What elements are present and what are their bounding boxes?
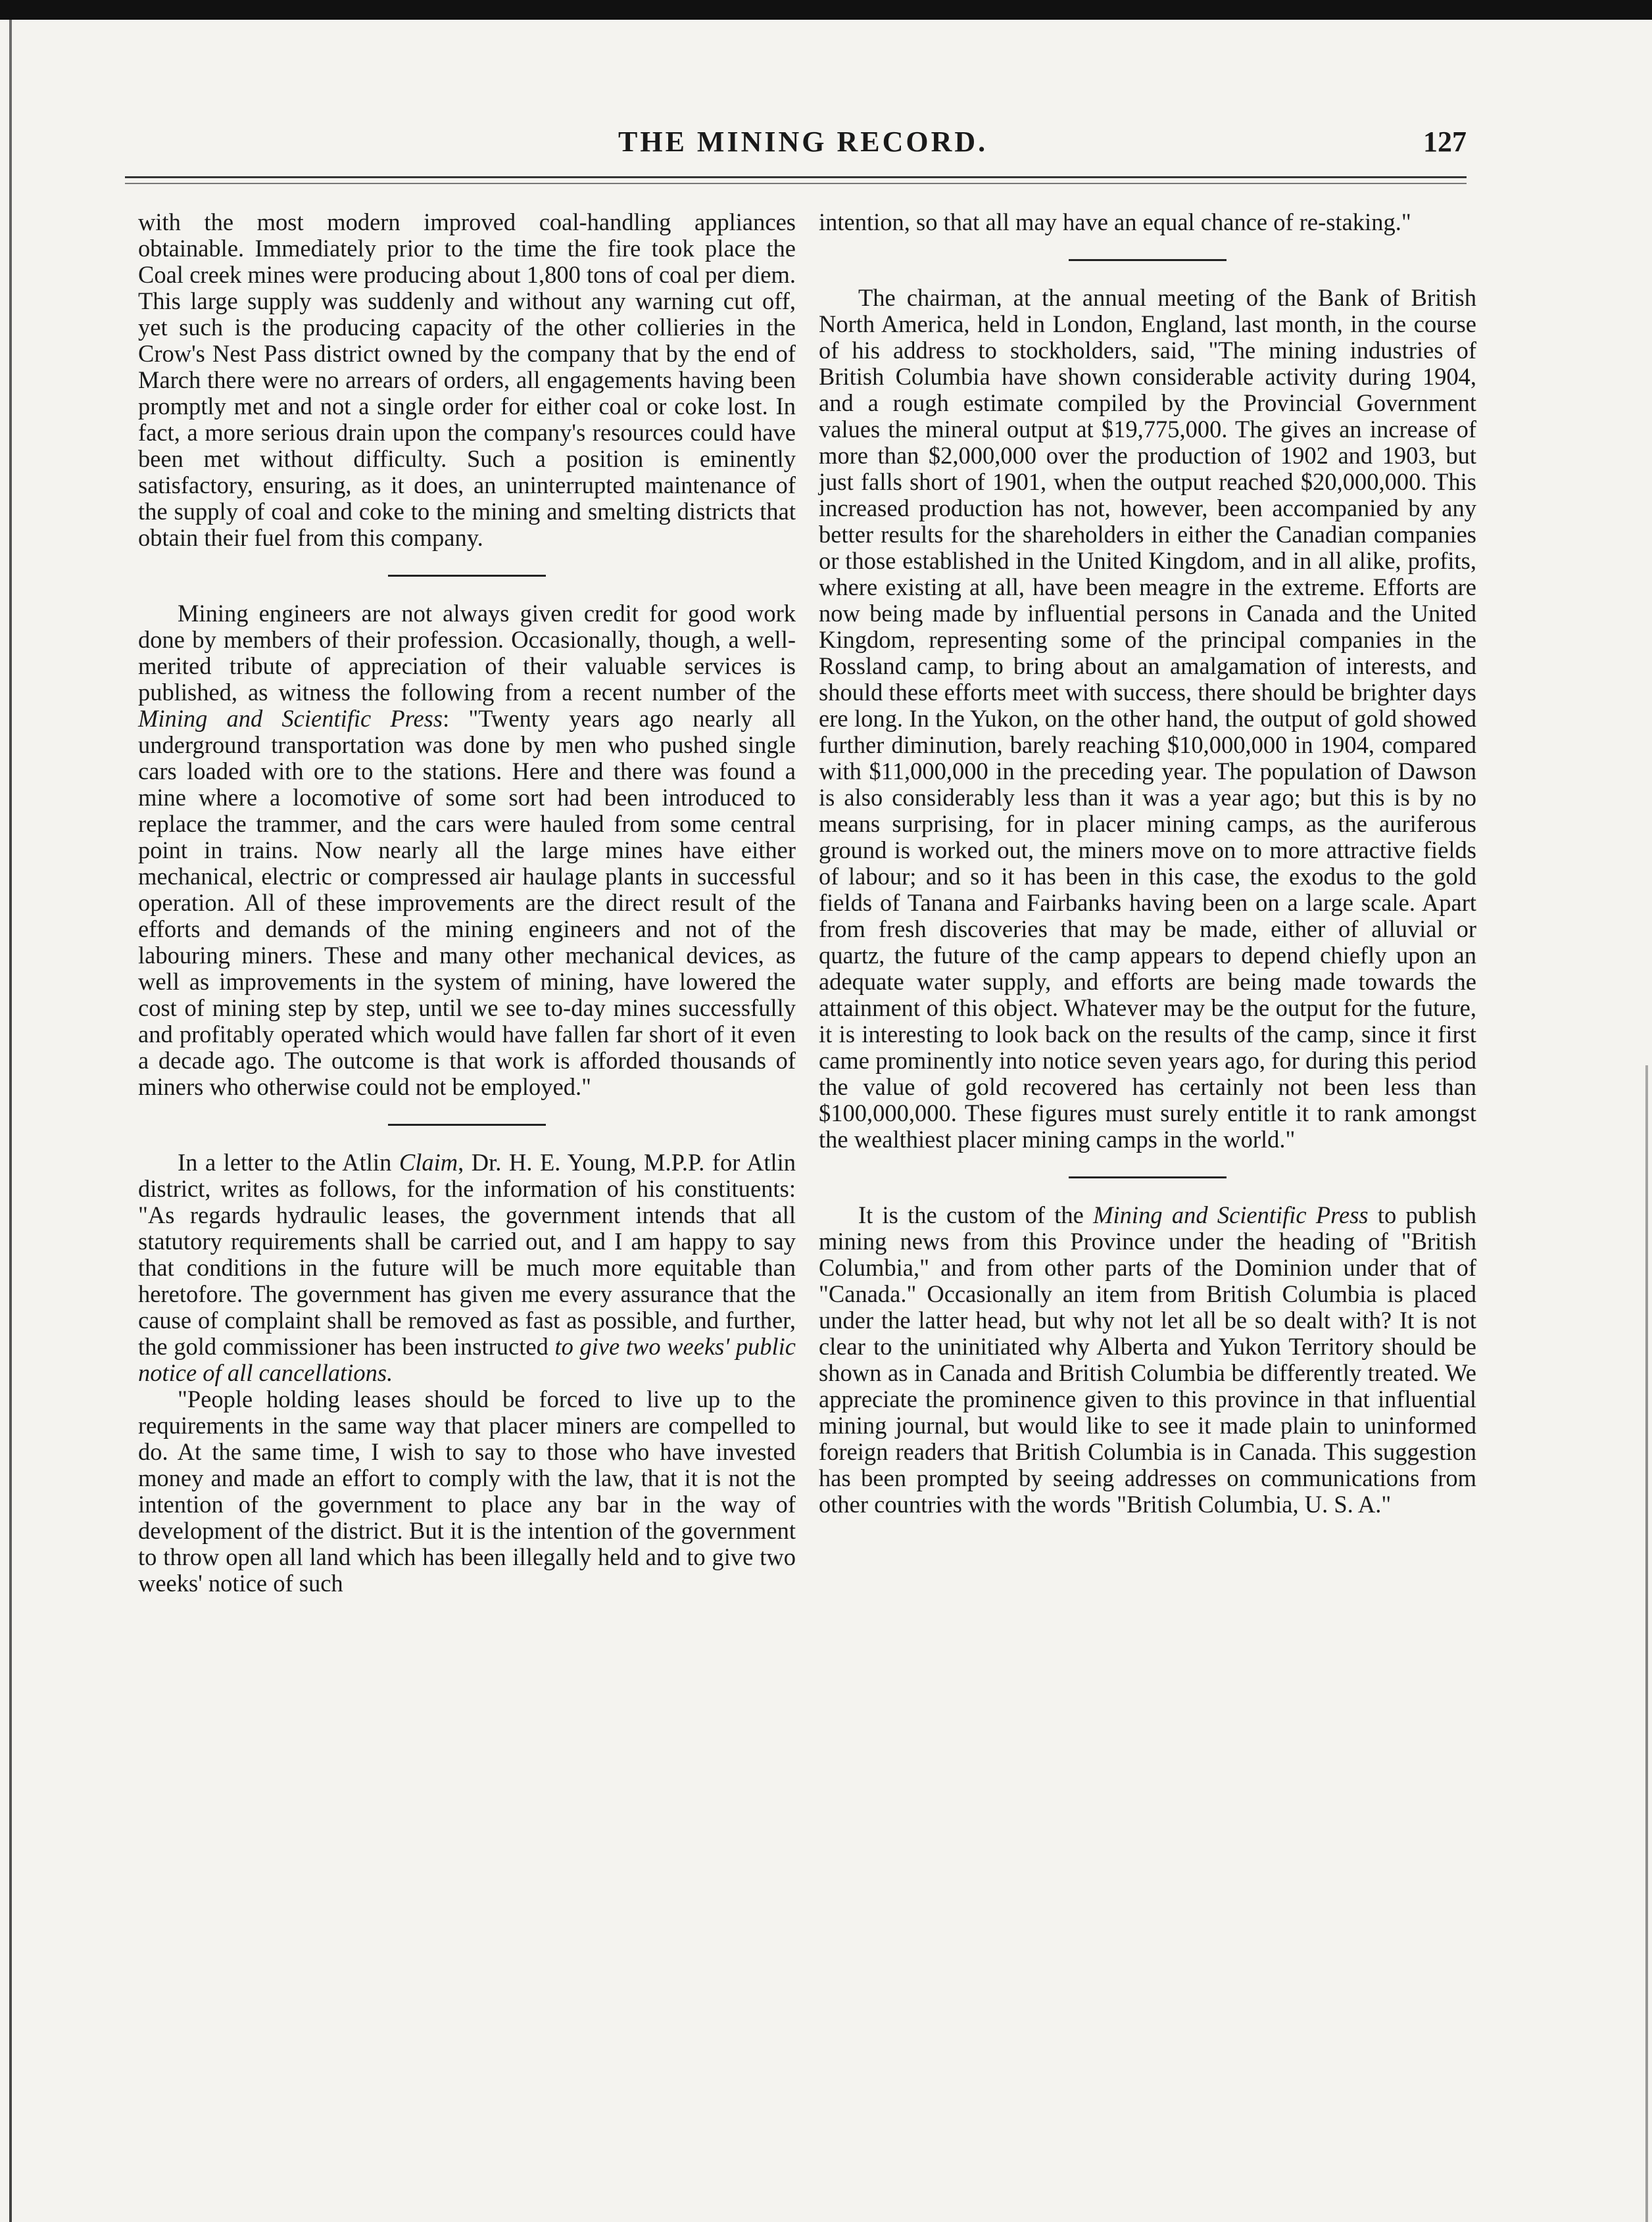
scan-left-edge — [9, 20, 12, 2222]
mining-engineers-paragraph — [138, 600, 796, 1100]
publication-title: THE MINING RECORD. — [618, 126, 988, 158]
header-rule — [125, 176, 1467, 178]
text-span: : "Twenty years ago nearly all underground transportation was done by men who pushed single cars loaded with ore to the stations. Here and there was found a mine where a locomotive of some sort had been introduced to replace the trammer, and the cars were hauled from some central point in trains. Now nearly all the large mines have either mechanical, electric or compressed air haulage plants in successful operation. All of these improvements are the direct result of the efforts and demands of the mining engineers and not of the labouring miners. These and many other mechanical devices, as well as improvements in the system of mining, have lowered the cost of mining step by step, until we see to-day mines successfully and profitably operated which would have fallen far short of it even a decade ago. The outcome is that work is afforded thousands of miners who otherwise could not be employed." — [138, 705, 796, 1100]
section-divider — [1069, 1176, 1227, 1178]
text-span: Mining engineers are not always given credit for good work done by members of their profession. Occasionally, though, a well-merited tribute of appreciation of their valuable services is published, as witness the following from a recent number of the — [138, 600, 796, 706]
text-span: , Dr. H. E. Young, M.P.P. for Atlin district, writes as follows, for the information of his constituents: "As regards hydraulic leases, the government intends that all statutory requirements shall be carried out, and I am happy to say that conditions in the future will be much more equitable than heretofore. The government has given me every assurance that the cause of complaint shall be removed as fast as possible, and further, the gold commissioner has been instructed — [138, 1149, 796, 1360]
restaking-continuation: intention, so that all may have an equal chance of re-staking." — [819, 208, 1411, 235]
journal-name: Mining and Scientific Press — [1093, 1201, 1369, 1228]
section-divider — [1069, 259, 1227, 261]
scan-right-edge — [1645, 1065, 1648, 2222]
header-rule-secondary — [125, 183, 1467, 184]
right-column — [819, 209, 1476, 1518]
text-span: It is the custom of the — [858, 1201, 1094, 1228]
page-number: 127 — [1423, 126, 1467, 158]
page-header — [125, 125, 1467, 164]
press-custom-paragraph — [819, 1202, 1476, 1518]
emphasized-text: to give two weeks' public notice of all cancellations. — [138, 1333, 796, 1386]
leases-paragraph: "People holding leases should be forced to live up to the requirements in the same way that placer miners are compelled to do. At the same time, I wish to say to those who have invested money and made an effort to comply with the law, that it is not the intention of the government to place any bar in the way of development of the district. But it is the intention of the government to throw open all land which has been illegally held and to give two weeks' notice of such — [138, 1386, 796, 1597]
text-span: In a letter to the Atlin — [178, 1149, 399, 1176]
atlin-letter-paragraph — [138, 1149, 796, 1386]
journal-name: Mining and Scientific Press — [138, 705, 443, 732]
left-column — [138, 209, 796, 1597]
newspaper-name: Claim — [399, 1149, 458, 1176]
coal-creek-paragraph: with the most modern improved coal-handling appliances obtainable. Immediately prior to the time the fire took place the Coal creek mines were producing about 1,800 tons of coal per diem. This large supply was suddenly and without any warning cut off, yet such is the producing capacity of the other collieries in the Crow's Nest Pass district owned by the company that by the end of March there were no arrears of orders, all engagements having been promptly met and not a single order for either coal or coke lost. In fact, a more serious drain upon the company's resources could have been met without difficulty. Such a position is eminently satisfactory, ensuring, as it does, an uninterrupted maintenance of the supply of coal and coke to the mining and smelting districts that obtain their fuel from this company. — [138, 208, 796, 551]
section-divider — [388, 1124, 546, 1126]
section-divider — [388, 575, 546, 577]
bank-chairman-paragraph: The chairman, at the annual meeting of the Bank of British North America, held in London, England, last month, in the course of his address to stockholders, said, "The mining industries of British Columbia have shown considerable activity during 1904, and a rough estimate compiled by the Provincial Government values the mineral output at $19,775,000. The gives an increase of more than $2,000,000 over the production of 1902 and 1903, but just falls short of 1901, when the output reached $20,000,000. This increased production has not, however, been accompanied by any better results for the shareholders in either the Canadian companies or those established in the United Kingdom, and in all alike, profits, where existing at all, have been meagre in the extreme. Efforts are now being made by influential persons in Canada and the United Kingdom, representing some of the principal companies in the Rossland camp, to bring about an amalgamation of interests, and should these efforts meet with success, there should be brighter days ere long. In the Yukon, on the other hand, the output of gold showed further diminution, barely reaching $10,000,000 in 1904, compared with $11,000,000 in the preceding year. The population of Dawson is also considerably less than it was a year ago; but this is by no means surprising, for in placer mining camps, as the auriferous ground is worked out, the miners move on to more attractive fields of labour; and so it has been in this case, the exodus to the gold fields of Tanana and Fairbanks having been on a large scale. Apart from fresh discoveries that may be made, either of alluvial or quartz, the future of the camp appears to depend chiefly upon an adequate water supply, and efforts are being made towards the attainment of this object. Whatever may be the output for the future, it is interesting to look back on the results of the camp, since it first came prominently into notice seven years ago, for during this period the value of gold recovered has certainly not been less than $100,000,000. These figures must surely entitle it to rank amongst the wealthiest placer mining camps in the world." — [819, 284, 1476, 1153]
scan-top-border — [0, 0, 1652, 20]
text-span: to publish mining news from this Province under the heading of "British Columbia," and from other parts of the Dominion under that of "Canada." Occasionally an item from British Columbia is placed under the latter head, but why not let all be so dealt with? It is not clear to the uninitiated why Alberta and Yukon Territory should be shown as in Canada and British Columbia be differently treated. We appreciate the prominence given to this province in that influential mining journal, but would like to see it made plain to uninformed foreign readers that British Columbia is in Canada. This suggestion has been prompted by seeing addresses on communications from other countries with the words "British Columbia, U. S. A." — [819, 1201, 1476, 1518]
